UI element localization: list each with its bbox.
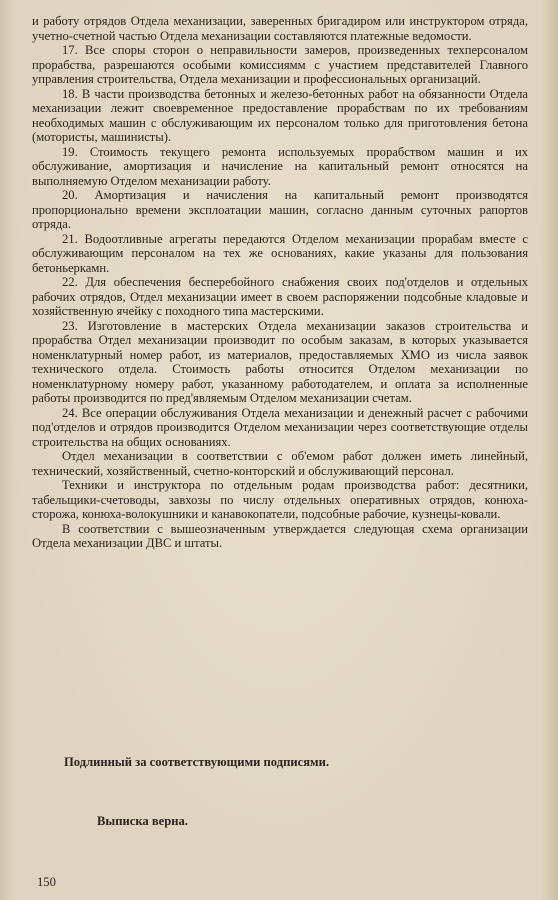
body-text <box>32 14 528 551</box>
paragraph-scheme: В соответствии с вышеозначенным утверждается следующая схема организации Отдела механизации ДВС и штаты. <box>32 521 528 550</box>
paragraph-20: 20. Амортизация и начисления на капитальный ремонт производятся пропорционально времени эксплоатации машин, согласно данным суточных рапортов отряда. <box>32 188 528 231</box>
paragraph-24: 24. Все операции обслуживания Отдела механизации и денежный расчет с рабочими под'отделов и отрядов производится Отделом механизации через соответствующие отделы строительства на общих основаниях. <box>32 405 528 449</box>
paragraph-19: 19. Стоимость текущего ремонта используемых прорабством машин и их обслуживание, амортизация и начисление на капитальный ремонт относятся на выполняемую Отделом механизации работу. <box>32 144 528 188</box>
paragraph-staff-list: Техники и инструктора по отдельным родам производства работ: десятники, табельщики-счетоводы, завхозы по числу отдельных оперативных отрядов, конюха-сторожа, конюха-волокушники и канавокопатели, подсобные рабочие, кузнецы-ковали. <box>32 478 528 521</box>
signature-note: Подлинный за соответствующими подписями. <box>64 755 330 769</box>
paragraph-personnel: Отдел механизации в соответствии с об'емом работ должен иметь линейный, технический, хозяйственный, счетно-конторский и обслуживающий персонал. <box>32 449 528 478</box>
paragraph-22: 22. Для обеспечения бесперебойного снабжения своих под'отделов и отдельных рабочих отрядов, Отдел механизации имеет в своем распоряжении подсобные кладовые и хозяйственную ячейку с походного типа мастерскими. <box>32 275 528 318</box>
paragraph-17: 17. Все споры сторон о неправильности замеров, произведенных техперсоналом прорабства, разрешаются особыми комиссиямм с участием представителей Главного управления строительства, Отдела механизации и профессиональных организаций. <box>32 43 528 86</box>
paragraph-continuation: и работу отрядов Отдела механизации, заверенных бригадиром или инструктором отряда, учетно-счетной частью Отдела механизации составляются платежные ведомости. <box>32 14 528 43</box>
paragraph-23: 23. Изготовление в мастерских Отдела механизации заказов строительства и прорабства Отдел механизации производит по особым заказам, в которых указывается номенклатурный номер работ, из материалов, предоставляемых ХМО из числа заявок технического отдела. Стоимость работы относится Отделом механизации по номенклатурному номеру работ, указанному работодателем, и оплата за исполненные работы производится по пред'являемым Отделом механизации счетам. <box>32 318 528 405</box>
extract-note: Выписка верна. <box>97 814 188 828</box>
paragraph-18: 18. В части производства бетонных и железо-бетонных работ на обязанности Отдела механизации лежит своевременное предоставление прорабствам по их требованиям необходимых машин с обслуживающим их персоналом только для приготовления бетона (мотористы, машинисты). <box>32 86 528 144</box>
paragraph-21: 21. Водоотливные агрегаты передаются Отделом механизации прорабам вместе с обслуживающим персоналом на тех же основаниях, какие указаны для пользования бетоньеркамн. <box>32 231 528 275</box>
page-number: 150 <box>37 875 56 889</box>
